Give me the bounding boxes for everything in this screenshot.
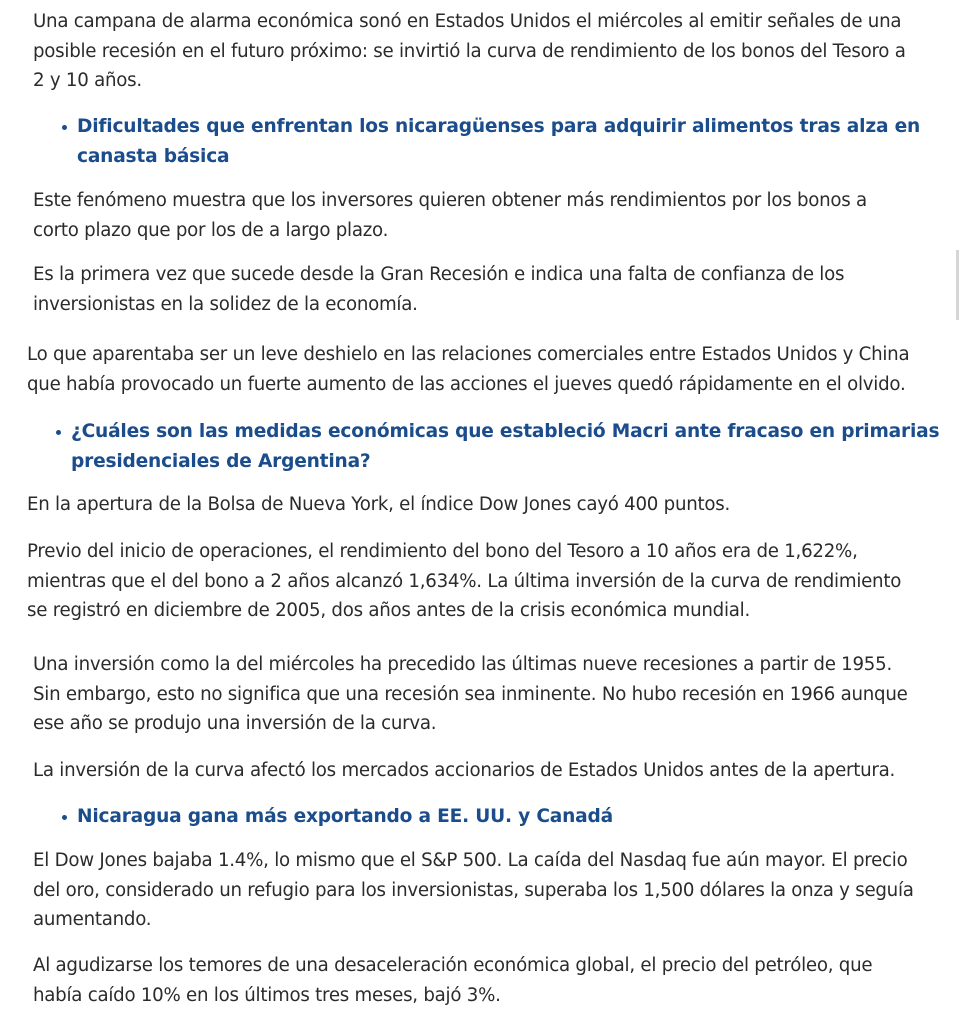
paragraph-10 (33, 951, 959, 1010)
paragraph-8 (33, 756, 959, 786)
paragraph-line: inversionistas en la solidez de la economía. (33, 293, 418, 315)
paragraph-line: En la apertura de la Bolsa de Nueva York, el índice Dow Jones cayó 400 puntos. (27, 494, 731, 515)
paragraph-line: Una campana de alarma económica sonó en Estados Unidos el miércoles al emitir señales de una (33, 11, 902, 32)
paragraph-line: Previo del inicio de operaciones, el rendimiento del bono del Tesoro a 10 años era de 1,622%, (27, 541, 858, 562)
related-link-line[interactable]: ¿Cuáles son las medidas económicas que estableció Macri ante fracaso en primarias (71, 421, 940, 442)
paragraph-5 (27, 490, 959, 520)
paragraph-line: Es la primera vez que sucede desde la Gran Recesión e indica una falta de confianza de los (33, 264, 845, 285)
paragraph-line: aumentando. (33, 909, 152, 930)
related-link-line[interactable]: Nicaragua gana más exportando a EE. UU. y Canadá (77, 806, 613, 827)
paragraph-line: que había provocado un fuerte aumento de las acciones el jueves quedó rápidamente en el olvido. (27, 373, 906, 395)
paragraph-4 (27, 340, 959, 399)
paragraph-2 (33, 186, 959, 245)
related-link-2[interactable] (71, 417, 959, 476)
paragraph-7 (33, 650, 959, 739)
paragraph-line: ese año se produjo una inversión de la curva. (33, 713, 437, 734)
paragraph-line: Al agudizarse los temores de una desaceleración económica global, el precio del petróleo, que (33, 955, 873, 976)
paragraph-line: Una inversión como la del miércoles ha precedido las últimas nueve recesiones a partir de 1955. (33, 654, 892, 675)
paragraph-line: mientras que el del bono a 2 años alcanzó 1,634%. La última inversión de la curva de rendimiento (27, 570, 902, 592)
paragraph-line: había caído 10% en los últimos tres meses, bajó 3%. (33, 984, 501, 1006)
related-link-3[interactable] (77, 802, 959, 832)
paragraph-line: 2 y 10 años. (33, 70, 142, 91)
paragraph-1 (33, 7, 959, 96)
paragraph-6 (27, 537, 959, 626)
related-link-line[interactable]: Dificultades que enfrentan los nicaragüenses para adquirir alimentos tras alza en (77, 116, 921, 137)
paragraph-line: se registró en diciembre de 2005, dos años antes de la crisis económica mundial. (27, 600, 750, 621)
paragraph-9 (33, 846, 959, 935)
related-link-line[interactable]: presidenciales de Argentina? (71, 450, 371, 472)
paragraph-line: La inversión de la curva afectó los mercados accionarios de Estados Unidos antes de la apertura. (33, 760, 896, 781)
paragraph-line: Este fenómeno muestra que los inversores quieren obtener más rendimientos por los bonos a (33, 190, 867, 211)
related-link-line[interactable]: canasta básica (77, 145, 230, 167)
bullet-icon (62, 815, 67, 820)
paragraph-line: del oro, considerado un refugio para los inversionistas, superaba los 1,500 dólares la onza y seguía (33, 879, 914, 901)
paragraph-line: Lo que aparentaba ser un leve deshielo en las relaciones comerciales entre Estados Unidos y China (27, 344, 910, 365)
paragraph-line: Sin embargo, esto no significa que una recesión sea inminente. No hubo recesión en 1966 aunque (33, 683, 908, 705)
paragraph-3 (33, 260, 959, 319)
paragraph-line: corto plazo que por los de a largo plazo. (33, 219, 389, 241)
paragraph-line: posible recesión en el futuro próximo: se invirtió la curva de rendimiento de los bonos del Tesoro a (33, 40, 906, 62)
bullet-icon (62, 125, 67, 130)
related-link-1[interactable] (77, 112, 959, 171)
paragraph-line: El Dow Jones bajaba 1.4%, lo mismo que el S&P 500. La caída del Nasdaq fue aún mayor. El precio (33, 850, 908, 871)
bullet-icon (56, 430, 61, 435)
